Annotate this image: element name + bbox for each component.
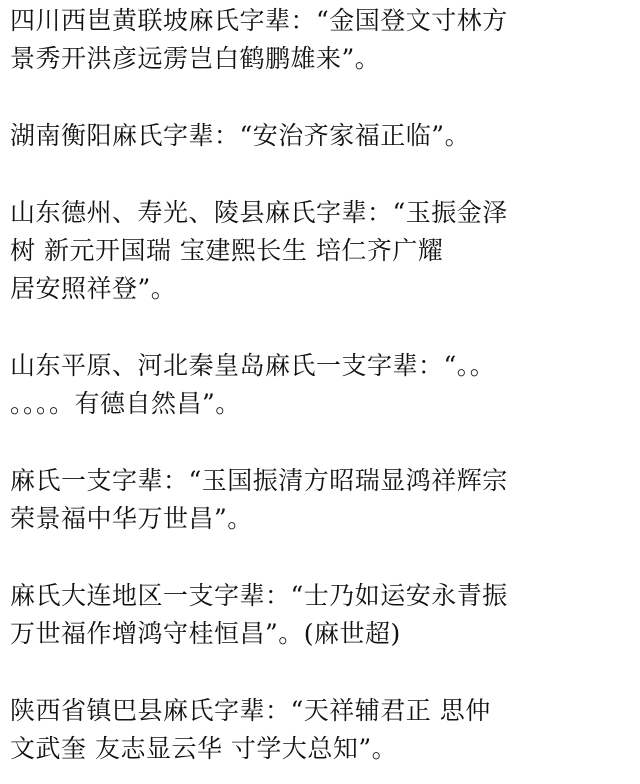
paragraph-shaanxi bbox=[10, 692, 640, 768]
text-line: 万世福作增鸿守桂恒昌”。(麻世超) bbox=[10, 619, 401, 648]
text-line: 山东平原、河北秦皇岛麻氏一支字辈：“。。 bbox=[10, 351, 496, 380]
text-line: 文武奎 友志显云华 寸学大总知”。 bbox=[10, 734, 398, 763]
text-line: 陕西省镇巴县麻氏字辈：“天祥辅君正 思仲 bbox=[10, 696, 491, 725]
paragraph-dalian bbox=[10, 577, 640, 653]
text-line: 湖南衡阳麻氏字辈：“安治齐家福正临”。 bbox=[10, 121, 471, 150]
paragraph-sichuan bbox=[10, 2, 640, 78]
text-line: 麻氏一支字辈：“玉国振清方昭瑞显鸿祥辉宗 bbox=[10, 466, 508, 495]
text-line: 荣景福中华万世昌”。 bbox=[10, 504, 253, 533]
paragraph-branch bbox=[10, 462, 640, 538]
paragraph-hunan bbox=[10, 117, 640, 155]
text-line: 景秀开洪彦远雳岂白鹤鹏雄来”。 bbox=[10, 44, 381, 73]
paragraph-shandong-dezhou bbox=[10, 194, 640, 308]
text-line: 四川西岜黄联坡麻氏字辈：“金国登文寸林方 bbox=[10, 6, 508, 35]
text-line: 山东德州、寿光、陵县麻氏字辈：“玉振金泽 bbox=[10, 198, 508, 227]
text-line: 树 新元开国瑞 宝建熙长生 培仁齐广耀 bbox=[10, 236, 444, 265]
text-line: 麻氏大连地区一支字辈：“士乃如运安永青振 bbox=[10, 581, 508, 610]
text-line: 居安照祥登”。 bbox=[10, 274, 177, 303]
text-line: 。。。。有德自然昌”。 bbox=[10, 389, 241, 418]
paragraph-shandong-pingyuan bbox=[10, 347, 640, 423]
